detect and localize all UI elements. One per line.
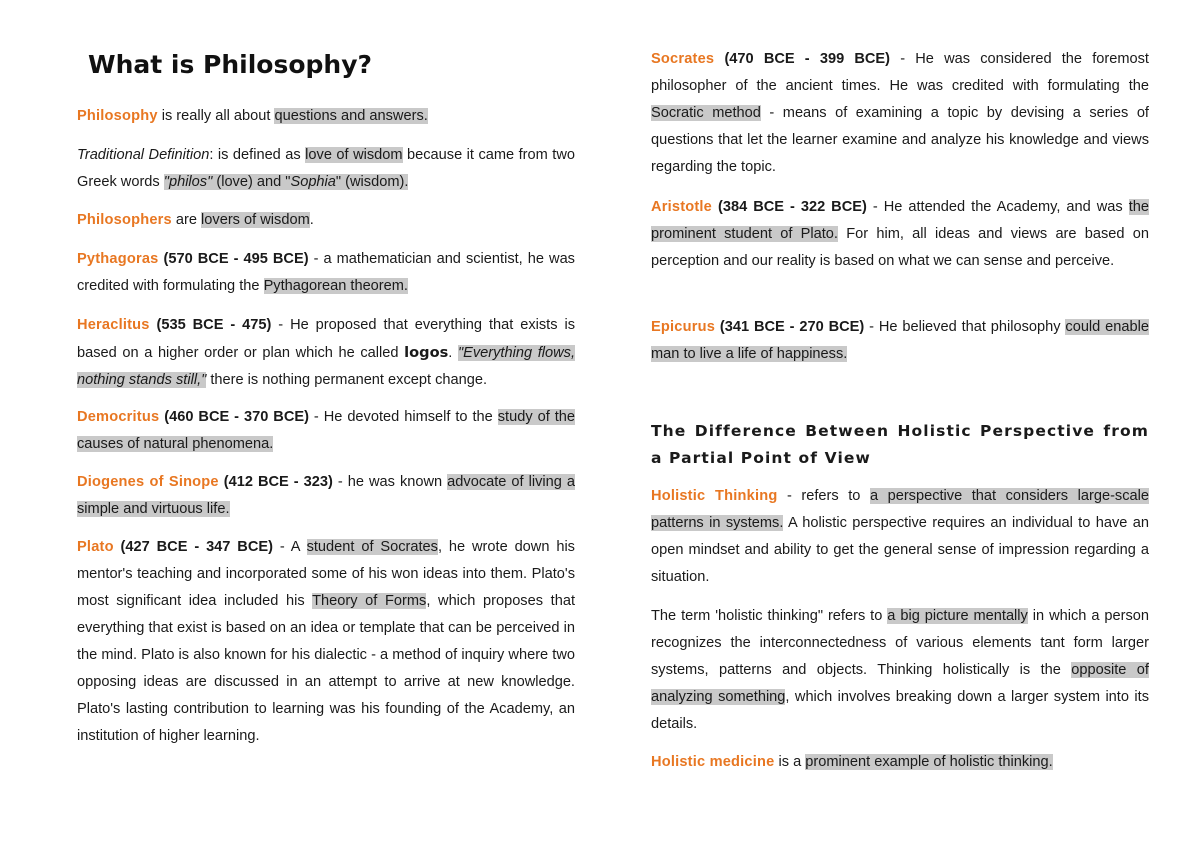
name-diogenes: Diogenes of Sinope <box>77 474 219 490</box>
text: , he wrote down his mentor's teaching and incorporated some of his won ideas into them. Plato's most significant idea included his <box>77 539 575 609</box>
text: - means of examining a topic by devising a series of questions that let the learner examine and analyze his knowledge and views regarding the topic. <box>651 105 1149 175</box>
logos-term: logos <box>404 344 449 361</box>
highlight: prominent example of holistic thinking. <box>805 754 1053 770</box>
text: - refers to <box>777 488 870 504</box>
highlight-quote: "Everything flows, nothing stands still," <box>77 345 575 388</box>
text: (love) and " <box>212 174 291 190</box>
term-holistic-thinking: Holistic Thinking <box>651 488 778 504</box>
name-heraclitus: Heraclitus <box>77 317 150 333</box>
text: , which involves breaking down a larger system into its details. <box>651 689 1149 732</box>
text: A holistic perspective requires an individual to have an open mindset and ability to get the general sense of impression regarding a situation. <box>651 515 1149 585</box>
highlight: questions and answers. <box>274 108 428 124</box>
aristotle-paragraph <box>651 194 1149 275</box>
highlight: a perspective that considers large-scale patterns in systems. <box>651 488 1149 531</box>
term-philosophy: Philosophy <box>77 108 158 124</box>
text: - a mathematician and scientist, he was credited with formulating the <box>77 251 575 294</box>
text: : is defined as <box>209 147 306 163</box>
greek-sophia: Sophia <box>290 174 336 190</box>
definition-label: Traditional Definition <box>77 147 210 163</box>
text: . <box>309 212 314 228</box>
highlight: student of Socrates <box>306 539 438 555</box>
dates: (460 BCE - 370 BCE) <box>159 409 309 425</box>
heraclitus-paragraph <box>77 312 575 394</box>
philosophers-paragraph <box>77 207 575 234</box>
epicurus-paragraph <box>651 314 1149 368</box>
highlight: could enable man to live a life of happiness. <box>651 319 1149 362</box>
highlight: Pythagorean theorem. <box>263 278 408 294</box>
diogenes-paragraph <box>77 469 575 523</box>
text: The term 'holistic thinking" refers to <box>651 608 888 624</box>
holistic-thinking-paragraph <box>651 483 1149 591</box>
highlight: study of the causes of natural phenomena. <box>77 409 575 452</box>
text: . <box>448 345 458 361</box>
name-democritus: Democritus <box>77 409 160 425</box>
text: For him, all ideas and views are based on perception and our reality is based on what we can sense and perceive. <box>651 226 1150 269</box>
highlight: the prominent student of Plato. <box>651 199 1149 242</box>
page-title: What is Philosophy? <box>88 50 373 79</box>
dates: (535 BCE - 475) <box>149 317 272 333</box>
term-philosophers: Philosophers <box>77 212 172 228</box>
term-holistic-medicine: Holistic medicine <box>651 754 775 770</box>
name-socrates: Socrates <box>651 51 715 67</box>
pythagoras-paragraph <box>77 246 575 300</box>
text: are <box>171 212 202 228</box>
text: is really all about <box>157 108 275 124</box>
highlight: lovers of wisdom <box>201 212 310 228</box>
highlight: Theory of Forms <box>312 593 427 609</box>
socrates-paragraph <box>651 46 1149 181</box>
dates: (570 BCE - 495 BCE) <box>158 251 309 267</box>
dates: (427 BCE - 347 BCE) <box>113 539 273 555</box>
greek-philos: "philos" <box>163 174 213 190</box>
text: - He was considered the foremost philosopher of the ancient times. He was credited with formulating the <box>651 51 1149 94</box>
dates: (470 BCE - 399 BCE) <box>714 51 891 67</box>
highlight-greek <box>164 174 409 190</box>
name-aristotle: Aristotle <box>651 199 712 215</box>
section-heading: The Difference Between Holistic Perspective from a Partial Point of View <box>651 422 1149 467</box>
dates: (412 BCE - 323) <box>218 474 333 490</box>
text: , which proposes that everything that exist is based on an idea or template that can be perceived in the mind. Plato is also known for his dialectic - a method of inquiry where two opposing ideas are discussed in an attempt to arrive at new knowledge. Plato's lasting contribution to learning was his founding of the Academy, an institution of higher learning. <box>77 593 576 744</box>
text: - He proposed that everything that exists is based on a higher order or plan which he called <box>77 317 575 361</box>
definition-paragraph <box>77 142 575 196</box>
highlight: a big picture mentally <box>887 608 1028 624</box>
name-pythagoras: Pythagoras <box>77 251 159 267</box>
plato-paragraph <box>77 534 575 750</box>
text: in which a person recognizes the interconnectedness of various elements tant form larger systems, patterns and objects. Thinking holistically is the <box>651 608 1149 678</box>
highlight: opposite of analyzing something <box>651 662 1149 705</box>
name-epicurus: Epicurus <box>651 319 716 335</box>
dates: (384 BCE - 322 BCE) <box>712 199 867 215</box>
text: is a <box>774 754 806 770</box>
text: - He attended the Academy, and was <box>866 199 1129 215</box>
name-plato: Plato <box>77 539 114 555</box>
highlight: Socratic method <box>651 105 761 121</box>
holistic-medicine-paragraph <box>651 749 1149 776</box>
highlight: advocate of living a simple and virtuous life. <box>77 474 575 517</box>
text: " (wisdom). <box>335 174 409 190</box>
dates: (341 BCE - 270 BCE) <box>715 319 865 335</box>
text: - He devoted himself to the <box>308 409 498 425</box>
highlight: love of wisdom <box>305 147 403 163</box>
text: there is nothing permanent except change. <box>206 372 488 388</box>
text: because it came from two Greek words <box>77 147 575 190</box>
democritus-paragraph <box>77 404 575 458</box>
holistic-term-paragraph <box>651 603 1149 738</box>
text: - A <box>272 539 307 555</box>
philosophy-paragraph <box>77 103 575 130</box>
text: - he was known <box>332 474 448 490</box>
text: - He believed that philosophy <box>864 319 1066 335</box>
